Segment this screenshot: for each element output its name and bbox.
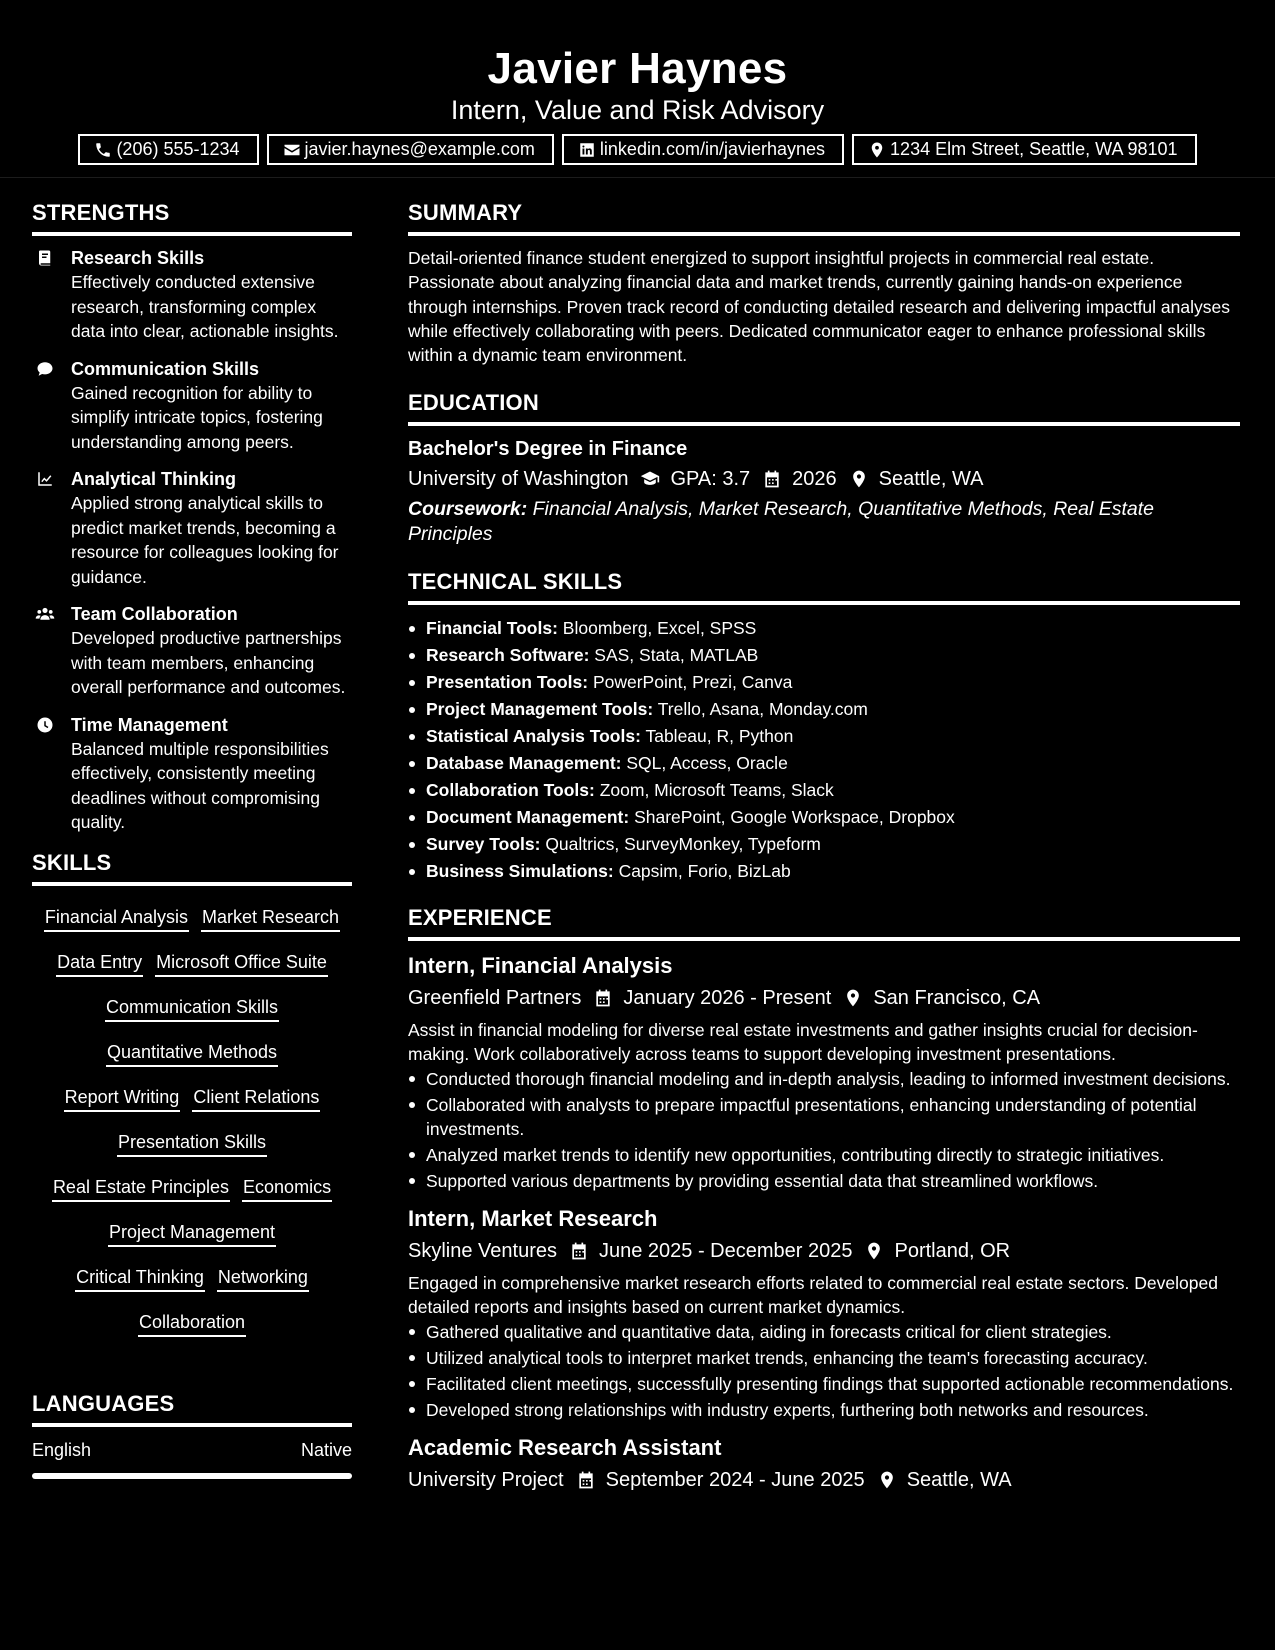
- skills-row: [32, 941, 352, 986]
- language-name: English: [32, 1439, 92, 1460]
- list-item: [408, 831, 1240, 858]
- tech-value: Trello, Asana, Monday.com: [657, 699, 868, 720]
- language-proficiency-bar: [32, 1473, 352, 1479]
- candidate-name: Javier Haynes: [487, 44, 788, 93]
- technical-skills-section: [408, 567, 1240, 885]
- tech-value: Capsim, Forio, BizLab: [618, 861, 791, 882]
- skill-tag: Quantitative Methods: [106, 1040, 278, 1067]
- calendar-icon: [762, 469, 782, 489]
- job-dates: September 2024 - June 2025: [605, 1469, 865, 1492]
- strength-item: [32, 713, 352, 835]
- skill-tag: Microsoft Office Suite: [155, 950, 328, 977]
- skill-tag: Collaboration: [138, 1310, 246, 1337]
- strength-desc: Effectively conducted extensive research, transforming complex data into clear, actionable insights.: [71, 272, 339, 341]
- list-item: [408, 858, 1240, 885]
- skills-row: [32, 896, 352, 941]
- phone-icon: [93, 140, 113, 160]
- coursework-list: Financial Analysis, Market Research, Quantitative Methods, Real Estate Principles: [408, 498, 1155, 545]
- job-title: Intern, Market Research: [408, 1206, 658, 1232]
- line-chart-icon: [34, 469, 56, 489]
- job-location: San Francisco, CA: [873, 987, 1041, 1010]
- tech-label: Database Management:: [426, 753, 622, 774]
- skills-row: [32, 1211, 352, 1256]
- languages-section: [32, 1389, 352, 1479]
- graduation-cap-icon: [640, 469, 660, 489]
- skill-tag: Project Management: [108, 1220, 276, 1247]
- education-heading: EDUCATION: [408, 388, 1240, 426]
- skills-section: [32, 848, 352, 1346]
- coursework: [408, 497, 1240, 546]
- contact-linkedin[interactable]: [562, 134, 844, 165]
- list-item: [408, 642, 1240, 669]
- graduation-year: 2026: [792, 468, 837, 491]
- summary-text: Detail-oriented finance student energized to support insightful projects in commercial real estate. Passionate about analyzing financial data and market trends, currently gaining hands-on experience through internships. Proven track record of conducting detailed research and delivering impactful analyses while effectively collaborating with peers. Dedicated communicator eager to enhance professional skills within a dynamic team environment.: [408, 248, 1230, 366]
- tech-value: SAS, Stata, MATLAB: [594, 645, 759, 666]
- calendar-icon: [593, 988, 613, 1008]
- list-item: Developed strong relationships with industry experts, furthering both networks and resources.: [408, 1398, 1240, 1422]
- list-item: [408, 696, 1240, 723]
- list-item: Utilized analytical tools to interpret market trends, enhancing the team's forecasting accuracy.: [408, 1346, 1240, 1370]
- list-item: [408, 723, 1240, 750]
- summary-heading: SUMMARY: [408, 198, 1240, 236]
- contact-address-text: 1234 Elm Street, Seattle, WA 98101: [890, 139, 1178, 159]
- tech-value: Tableau, R, Python: [645, 726, 794, 747]
- summary-section: [408, 198, 1240, 367]
- linkedin-icon: [577, 140, 597, 160]
- tech-value: Qualtrics, SurveyMonkey, Typeform: [545, 834, 821, 855]
- skills-row: [32, 1121, 352, 1166]
- map-pin-icon: [867, 140, 887, 160]
- technical-skills-list: [408, 615, 1240, 885]
- strength-desc: Gained recognition for ability to simplify intricate topics, fostering understanding among peers.: [71, 382, 323, 452]
- language-row: [32, 1437, 352, 1463]
- left-column: [32, 198, 352, 1479]
- calendar-icon: [569, 1241, 589, 1261]
- skill-tag: Presentation Skills: [117, 1130, 267, 1157]
- strength-desc: Developed productive partnerships with team members, enhancing overall performance and outcomes.: [71, 628, 346, 697]
- coursework-label: Coursework:: [408, 498, 528, 521]
- strength-item: [32, 246, 352, 344]
- skill-tag: Data Entry: [56, 950, 143, 977]
- list-item: [408, 804, 1240, 831]
- job-description: Assist in financial modeling for diverse real estate investments and gather insights crucial for decision-making. Work collaboratively across teams to support developing investment presentations.: [408, 1020, 1198, 1065]
- job-location: Portland, OR: [894, 1240, 1011, 1263]
- skills-row: [32, 1166, 352, 1211]
- job-meta: [408, 1466, 1240, 1494]
- list-item: [408, 750, 1240, 777]
- tech-label: Research Software:: [426, 645, 590, 666]
- tech-label: Business Simulations:: [426, 861, 614, 882]
- clock-icon: [34, 715, 56, 735]
- company-name: University Project: [408, 1469, 564, 1492]
- tech-value: PowerPoint, Prezi, Canva: [592, 672, 793, 693]
- skills-row: [32, 1076, 352, 1121]
- strengths-section: [32, 198, 352, 835]
- list-item: Conducted thorough financial modeling and in-depth analysis, leading to informed investment decisions.: [408, 1067, 1240, 1091]
- skill-tag: Critical Thinking: [75, 1265, 205, 1292]
- job-bullets: [408, 1320, 1240, 1422]
- list-item: Analyzed market trends to identify new opportunities, contributing directly to strategic initiatives.: [408, 1143, 1240, 1167]
- job-bullets: [408, 1067, 1240, 1193]
- gpa: GPA: 3.7: [670, 468, 751, 491]
- calendar-icon: [576, 1470, 596, 1490]
- job-title: Intern, Financial Analysis: [408, 953, 673, 979]
- map-pin-icon: [864, 1241, 884, 1261]
- strength-item: [32, 357, 352, 455]
- candidate-title: Intern, Value and Risk Advisory: [450, 95, 825, 125]
- skills-heading: SKILLS: [32, 848, 352, 886]
- strength-item: [32, 602, 352, 700]
- contact-email[interactable]: [267, 134, 554, 165]
- strength-name: Analytical Thinking: [71, 469, 237, 489]
- tech-label: Project Management Tools:: [426, 699, 654, 720]
- skill-tag: Real Estate Principles: [52, 1175, 230, 1202]
- strengths-heading: STRENGTHS: [32, 198, 352, 236]
- strength-item: [32, 467, 352, 589]
- strength-name: Research Skills: [71, 248, 205, 268]
- job-meta: [408, 1237, 1240, 1265]
- strength-name: Time Management: [71, 714, 228, 735]
- tech-value: SharePoint, Google Workspace, Dropbox: [634, 807, 955, 828]
- tech-label: Document Management:: [426, 807, 630, 828]
- users-icon: [34, 604, 56, 624]
- skills-list: [32, 896, 352, 1346]
- map-pin-icon: [877, 1470, 897, 1490]
- skill-tag: Economics: [242, 1175, 332, 1202]
- job-entry: [408, 1204, 1240, 1422]
- contact-address[interactable]: [852, 134, 1197, 165]
- strength-desc: Applied strong analytical skills to predict market trends, becoming a resource for colleagues looking for guidance.: [71, 493, 339, 587]
- degree-name: Bachelor's Degree in Finance: [408, 438, 688, 461]
- skill-tag: Networking: [217, 1265, 309, 1292]
- job-description: Engaged in comprehensive market research efforts related to commercial real estate sectors. Developed detailed reports and insights based on current market dynamics.: [408, 1273, 1218, 1318]
- skills-row: [32, 1031, 352, 1076]
- skill-tag: Communication Skills: [105, 995, 279, 1022]
- language-level: Native: [300, 1439, 352, 1460]
- job-entry: [408, 1433, 1240, 1494]
- job-meta: [408, 984, 1240, 1012]
- skill-tag: Client Relations: [192, 1085, 320, 1112]
- skills-row: [32, 1301, 352, 1346]
- tech-value: Zoom, Microsoft Teams, Slack: [599, 780, 834, 801]
- book-icon: [34, 248, 56, 268]
- list-item: [408, 669, 1240, 696]
- contact-bar: [0, 134, 1275, 165]
- experience-heading: EXPERIENCE: [408, 903, 1240, 941]
- list-item: Gathered qualitative and quantitative data, aiding in forecasts critical for client strategies.: [408, 1320, 1240, 1344]
- school-name: University of Washington: [408, 468, 629, 491]
- tech-value: SQL, Access, Oracle: [626, 753, 788, 774]
- list-item: Supported various departments by providing essential data that streamlined workflows.: [408, 1169, 1240, 1193]
- list-item: Facilitated client meetings, successfully presenting findings that supported actionable recommendations.: [408, 1372, 1240, 1396]
- list-item: [408, 777, 1240, 804]
- envelope-icon: [282, 140, 302, 160]
- contact-phone[interactable]: [78, 134, 258, 165]
- map-pin-icon: [843, 988, 863, 1008]
- job-title: Academic Research Assistant: [408, 1435, 722, 1461]
- list-item: Collaborated with analysts to prepare impactful presentations, enhancing understanding of potential investments.: [408, 1093, 1240, 1141]
- contact-email-text: javier.haynes@example.com: [304, 139, 535, 159]
- contact-phone-text: (206) 555-1234: [116, 139, 240, 159]
- school-location: Seattle, WA: [878, 468, 984, 491]
- job-entry: [408, 951, 1240, 1193]
- strength-name: Communication Skills: [71, 358, 260, 379]
- skill-tag: Report Writing: [64, 1085, 181, 1112]
- languages-heading: LANGUAGES: [32, 1389, 352, 1427]
- list-item: [408, 615, 1240, 642]
- job-location: Seattle, WA: [906, 1469, 1012, 1492]
- experience-section: [408, 903, 1240, 1494]
- tech-label: Survey Tools:: [426, 834, 541, 855]
- tech-label: Presentation Tools:: [426, 672, 589, 693]
- map-pin-icon: [849, 469, 869, 489]
- tech-label: Financial Tools:: [426, 618, 558, 639]
- tech-label: Collaboration Tools:: [426, 780, 595, 801]
- strength-name: Team Collaboration: [71, 604, 238, 624]
- company-name: Skyline Ventures: [408, 1240, 557, 1263]
- skills-row: [32, 1256, 352, 1301]
- skills-row: [32, 986, 352, 1031]
- strength-desc: Balanced multiple responsibilities effectively, consistently meeting deadlines without compromising quality.: [71, 738, 329, 832]
- skill-tag: Financial Analysis: [44, 905, 189, 932]
- technical-skills-heading: TECHNICAL SKILLS: [408, 567, 1240, 605]
- skill-tag: Market Research: [201, 905, 340, 932]
- company-name: Greenfield Partners: [408, 987, 582, 1010]
- education-meta: [408, 465, 1240, 493]
- tech-value: Bloomberg, Excel, SPSS: [562, 618, 757, 639]
- speech-bubble-icon: [34, 359, 56, 379]
- right-column: [408, 198, 1240, 1505]
- contact-linkedin-text: linkedin.com/in/javierhaynes: [599, 139, 826, 159]
- resume-header: [0, 0, 1275, 178]
- education-section: [408, 388, 1240, 546]
- job-dates: January 2026 - Present: [623, 987, 832, 1010]
- tech-label: Statistical Analysis Tools:: [426, 726, 641, 747]
- job-dates: June 2025 - December 2025: [598, 1240, 853, 1263]
